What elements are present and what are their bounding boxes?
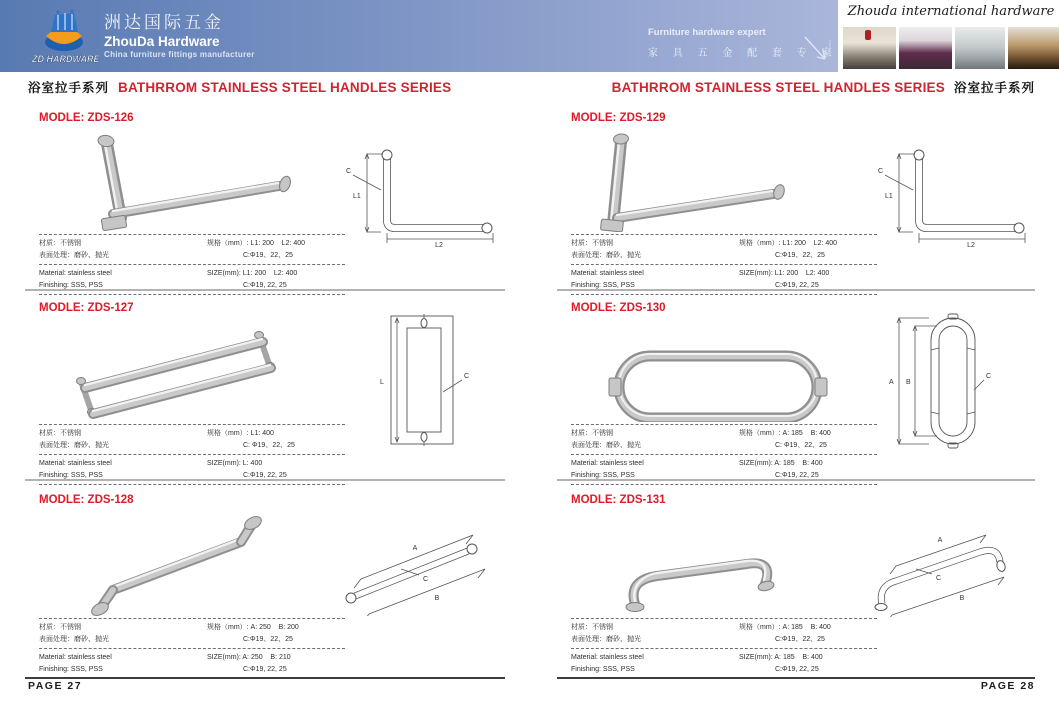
drawing-tube	[391, 314, 453, 446]
spec-size-cn	[739, 428, 877, 451]
dim-label-c: C	[423, 576, 429, 583]
product-photo-l-handle	[55, 132, 325, 232]
spec-finishing-en: Finishing: SSS, PSS	[571, 281, 635, 289]
spec-left-en	[39, 652, 207, 675]
spec-row-cn	[39, 235, 345, 265]
spec-row-cn	[571, 235, 877, 265]
handle-photo-art	[626, 561, 775, 612]
page-number-right: PAGE 28	[980, 680, 1035, 692]
spec-material-en: Material: stainless steel	[39, 460, 112, 468]
spec-surface-cn: 表面处理：磨砂、抛光	[39, 635, 109, 643]
dim-label-a: A	[412, 545, 418, 552]
spec-material-cn: 材质：不锈钢	[39, 430, 81, 437]
logo-icon	[30, 6, 100, 68]
dim-label-l1: L1	[885, 193, 893, 200]
spec-left-cn	[571, 238, 739, 261]
model-title: MODLE: ZDS-131	[571, 494, 666, 506]
product-section-zds-128	[25, 490, 505, 677]
dim-label-b: B	[434, 595, 440, 602]
kitchen-photo-3	[955, 27, 1005, 69]
section-divider	[557, 479, 1035, 481]
spec-row-cn	[571, 619, 877, 649]
spec-surface-cn: 表面处理：磨砂、抛光	[571, 635, 641, 643]
drawing-tube	[931, 314, 975, 448]
spec-size-en-2: C:Φ19, 22, 25	[243, 281, 287, 289]
spec-left-cn	[571, 428, 739, 451]
spec-size-cn	[739, 622, 877, 645]
dim-label-b: B	[906, 379, 911, 386]
spec-row-en	[39, 649, 345, 679]
tech-drawing-l-handle	[857, 142, 1032, 247]
product-photo-oval-handle	[587, 322, 857, 422]
tech-drawing-straight-handle	[377, 312, 477, 452]
dim-label-c: C	[464, 373, 470, 380]
model-title: MODLE: ZDS-130	[571, 302, 666, 314]
tech-drawing-offset-handle	[333, 526, 498, 616]
dim-label-l2: L2	[435, 242, 443, 247]
kitchen-photo-1	[843, 27, 896, 69]
spec-size-cn-2: C:Φ19、22、25	[243, 635, 293, 643]
product-photo-grab-bar	[587, 514, 857, 616]
spec-finishing-en: Finishing: SSS, PSS	[39, 665, 103, 673]
company-name-en: ZhouDa Hardware	[104, 34, 220, 49]
model-title: MODLE: ZDS-128	[39, 494, 134, 506]
handle-photo-art	[77, 332, 275, 416]
dim-label-l2: L2	[967, 242, 975, 247]
spec-material-en: Material: stainless steel	[571, 270, 644, 278]
slogan-en: Furniture hardware expert	[648, 27, 766, 38]
spec-size-cn	[739, 238, 877, 261]
page27-title-cn: 浴室拉手系列	[28, 81, 110, 95]
product-section-zds-129	[557, 108, 1037, 290]
spec-finishing-en: Finishing: SSS, PSS	[571, 665, 635, 673]
spec-size-en-1: SIZE(mm): L1: 200 L2: 400	[207, 270, 298, 278]
spec-size-cn-1: 规格（mm）: A: 185 B: 400	[739, 624, 831, 631]
spec-material-cn: 材质：不锈钢	[39, 624, 81, 631]
slogan-cn: 家 具 五 金 配 套 专 家	[648, 48, 838, 59]
spec-surface-cn: 表面处理：磨砂、抛光	[39, 441, 109, 449]
spec-size-en	[207, 652, 345, 675]
spec-left-cn	[571, 622, 739, 645]
company-logo	[30, 6, 100, 68]
spec-row-cn	[39, 425, 345, 455]
spec-size-cn-1: 规格（mm）: L1: 200 L2: 400	[739, 240, 838, 247]
spec-material-en: Material: stainless steel	[571, 654, 644, 662]
spec-surface-cn: 表面处理：磨砂、抛光	[571, 441, 641, 449]
company-name-cn: 洲达国际五金	[104, 13, 224, 32]
spec-table	[571, 424, 877, 485]
dim-label-a: A	[937, 537, 943, 544]
product-photo-double-bar	[55, 322, 325, 422]
spec-size-en-1: SIZE(mm): A: 185 B: 400	[739, 460, 823, 468]
section-divider	[557, 289, 1035, 291]
spec-size-en-1: SIZE(mm): L: 400	[207, 460, 263, 468]
spec-finishing-en: Finishing: SSS, PSS	[39, 281, 103, 289]
handle-photo-art	[97, 134, 292, 230]
spec-size-en	[207, 268, 345, 291]
spec-size-en-2: C:Φ19, 22, 25	[243, 665, 287, 673]
spec-left-cn	[39, 428, 207, 451]
spec-size-cn	[207, 238, 345, 261]
spec-row-cn	[39, 619, 345, 649]
spec-left-en	[571, 458, 739, 481]
drawing-tube	[346, 544, 477, 603]
spec-left-en	[571, 652, 739, 675]
product-section-zds-130	[557, 298, 1037, 480]
handle-photo-art	[89, 514, 263, 616]
spec-size-cn-1: 规格（mm）: A: 250 B: 200	[207, 624, 299, 631]
page-bottom-rule	[25, 677, 505, 679]
drawing-tube	[914, 150, 1024, 233]
section-divider	[25, 289, 505, 291]
model-title: MODLE: ZDS-126	[39, 112, 134, 124]
spec-table	[571, 618, 877, 679]
handle-photo-art	[600, 133, 786, 232]
product-photo-l-handle	[587, 132, 857, 232]
spec-size-cn-1: 规格（mm）: A: 185 B: 400	[739, 430, 831, 437]
spec-surface-cn: 表面处理：磨砂、抛光	[571, 251, 641, 259]
logo-brand-text: ZD HARDWARE	[32, 54, 100, 64]
spec-size-cn-2: C:Φ19、22、25	[243, 251, 293, 259]
dim-label-c: C	[986, 373, 992, 380]
spec-finishing-en: Finishing: SSS, PSS	[571, 471, 635, 479]
spec-size-cn-2: C: Φ19、22、25	[775, 441, 827, 449]
spec-size-cn-2: C: Φ19、22、25	[243, 441, 295, 449]
spec-material-en: Material: stainless steel	[39, 270, 112, 278]
spec-size-cn-2: C:Φ19、22、25	[775, 251, 825, 259]
page28-title-cn: 浴室拉手系列	[953, 81, 1035, 95]
spec-material-cn: 材质：不锈钢	[571, 624, 613, 631]
spec-left-en	[39, 268, 207, 291]
page27-title	[28, 78, 451, 97]
spec-size-en-2: C:Φ19, 22, 25	[775, 665, 819, 673]
spec-row-en	[571, 649, 877, 679]
spec-material-en: Material: stainless steel	[39, 654, 112, 662]
spec-size-en	[739, 652, 877, 675]
spec-row-cn	[571, 425, 877, 455]
spec-size-en-1: SIZE(mm): L1: 200 L2: 400	[739, 270, 830, 278]
spec-material-cn: 材质：不锈钢	[571, 240, 613, 247]
spec-left-cn	[39, 622, 207, 645]
company-tagline: China furniture fittings manufacturer	[104, 50, 255, 59]
spec-size-en-1: SIZE(mm): A: 250 B: 210	[207, 654, 291, 662]
tech-drawing-l-handle	[325, 142, 500, 247]
logo-dot	[56, 10, 59, 13]
spec-size-cn-1: 规格（mm）: L1: 400	[207, 430, 274, 437]
dim-label-c: C	[878, 168, 884, 175]
tech-drawing-grab-bar	[852, 522, 1022, 617]
page27-title-en: BATHRROM STAINLESS STEEL HANDLES SERIES	[118, 80, 452, 95]
spec-size-en-2: C:Φ19, 22, 25	[775, 281, 819, 289]
spec-finishing-en: Finishing: SSS, PSS	[39, 471, 103, 479]
product-section-zds-127	[25, 298, 505, 480]
spec-material-en: Material: stainless steel	[571, 460, 644, 468]
spec-surface-cn: 表面处理：磨砂、抛光	[39, 251, 109, 259]
diagonal-arrow-icon	[800, 34, 834, 73]
product-photo-offset-handle	[55, 514, 325, 616]
spec-table	[39, 424, 345, 485]
page28-title-en: BATHRROM STAINLESS STEEL HANDLES SERIES	[611, 80, 945, 95]
spec-size-en-1: SIZE(mm): A: 185 B: 400	[739, 654, 823, 662]
spec-table	[39, 234, 345, 295]
dim-label-l: L	[380, 379, 384, 386]
spec-left-cn	[39, 238, 207, 261]
spec-table	[571, 234, 877, 295]
drawing-tube	[382, 150, 492, 233]
spec-left-en	[39, 458, 207, 481]
spec-size-en-2: C:Φ19, 22, 25	[775, 471, 819, 479]
spec-table	[39, 618, 345, 679]
kitchen-photo-2	[899, 27, 952, 69]
red-vase-accent	[865, 30, 871, 40]
handle-photo-art	[609, 354, 827, 418]
spec-size-cn-1: 规格（mm）: L1: 200 L2: 400	[207, 240, 306, 247]
product-section-zds-126	[25, 108, 505, 290]
spec-size-en-2: C:Φ19, 22, 25	[243, 471, 287, 479]
product-section-zds-131	[557, 490, 1037, 677]
page-bottom-rule	[557, 677, 1035, 679]
spec-size-cn-2: C:Φ19、22、25	[775, 635, 825, 643]
tech-drawing-oval-handle	[887, 312, 997, 452]
spec-material-cn: 材质：不锈钢	[39, 240, 81, 247]
dimension-lines	[395, 318, 462, 442]
script-slogan: Zhouda international hardware	[847, 4, 1055, 19]
dimension-lines	[354, 535, 485, 616]
spec-left-en	[571, 268, 739, 291]
dim-label-c: C	[936, 575, 942, 582]
spec-material-cn: 材质：不锈钢	[571, 430, 613, 437]
dim-label-c: C	[346, 168, 352, 175]
page28-title	[612, 78, 1035, 97]
spec-size-cn	[207, 428, 345, 451]
spec-size-en	[207, 458, 345, 481]
company-block	[104, 8, 255, 59]
dim-label-a: A	[889, 379, 894, 386]
model-title: MODLE: ZDS-129	[571, 112, 666, 124]
model-title: MODLE: ZDS-127	[39, 302, 134, 314]
logo-dot	[70, 9, 73, 12]
section-divider	[25, 479, 505, 481]
kitchen-photo-4	[1008, 27, 1059, 69]
dim-label-l1: L1	[353, 193, 361, 200]
dim-label-b: B	[959, 595, 965, 602]
spec-size-en	[739, 268, 877, 291]
spec-size-cn	[207, 622, 345, 645]
page-number-left: PAGE 27	[28, 680, 83, 692]
spec-size-en	[739, 458, 877, 481]
header-banner	[0, 0, 838, 72]
